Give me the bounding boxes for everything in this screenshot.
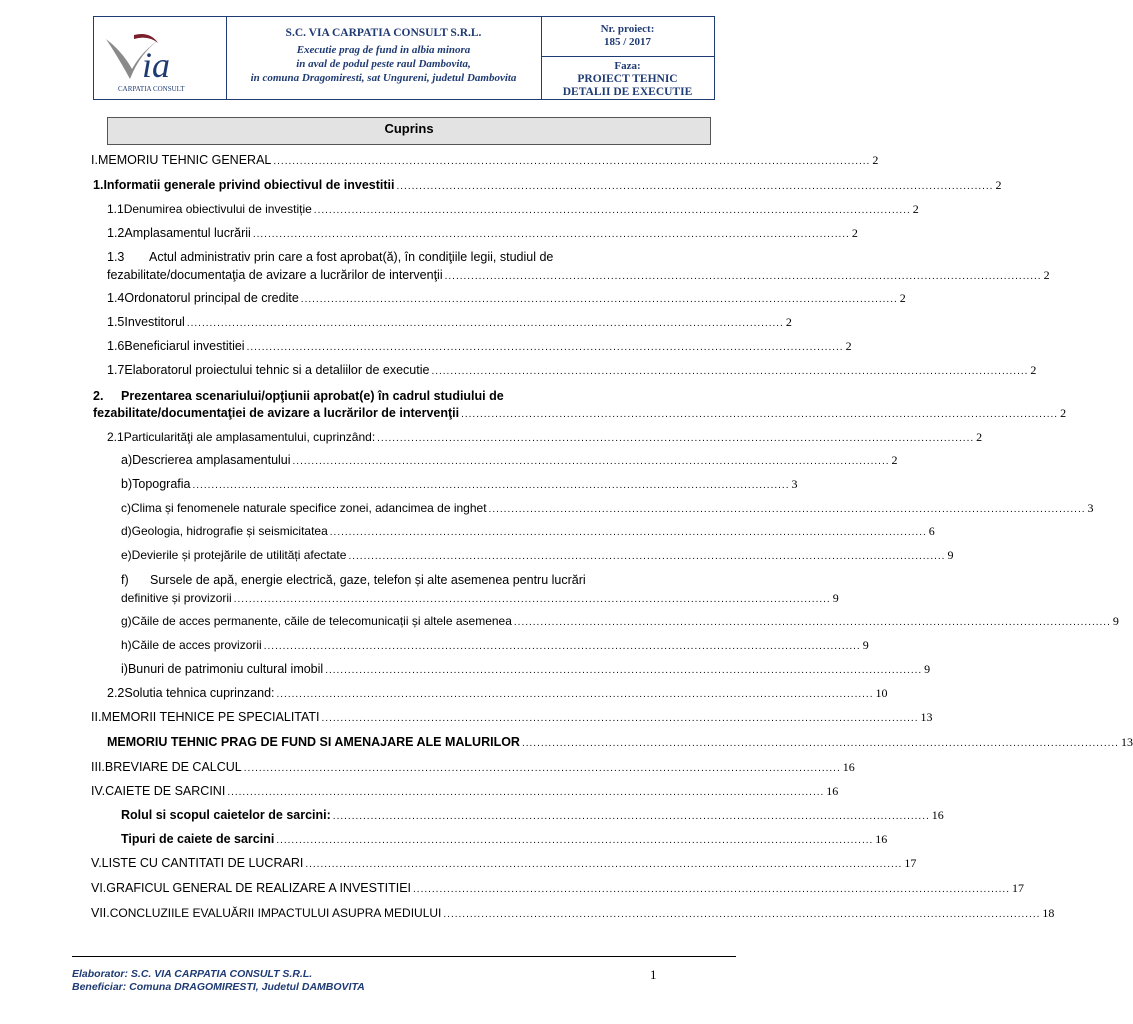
toc-page: 16	[875, 832, 888, 846]
toc-text: Bunuri de patrimoniu cultural imobil	[127, 662, 324, 676]
toc-entry[interactable]: VI. GRAFICUL GENERAL DE REALIZARE A INVESTITIEI .............................................................................................................................................................. 17	[91, 881, 1024, 895]
toc-entry[interactable]: 1.5 Investitorul .............................................................................................................................................................. 2	[107, 315, 792, 329]
toc-number: 1.4	[107, 291, 125, 305]
toc-text-continued: definitive și provizorii	[121, 591, 232, 605]
toc-entry[interactable]: c) Clima și fenomenele naturale specifice zonei, adancimea de inghet .............................................................................................................................................................. 3	[121, 501, 1094, 515]
toc-page: 16	[931, 808, 944, 822]
toc-text: Informatii generale privind obiectivul de investitii	[103, 178, 395, 192]
toc-text: Actul administrativ prin care a fost aprobat(ă), în condiţiile legii, studiul de	[149, 250, 554, 264]
phase-value-2: DETALII DE EXECUTIE	[562, 86, 693, 98]
toc-page: 9	[832, 591, 839, 605]
project-info-block	[541, 17, 714, 99]
toc-page: 6	[928, 524, 935, 538]
toc-number: g)	[121, 614, 132, 628]
toc-text: MEMORII TEHNICE PE SPECIALITATI	[101, 710, 320, 724]
toc-text: Prezentarea scenariului/opţiunii aprobat(e) în cadrul studiului de	[121, 389, 504, 403]
toc-page: 2	[891, 453, 898, 467]
project-line-2: in aval de podul peste raul Dambovita,	[296, 58, 471, 70]
toc-number: b)	[121, 477, 133, 491]
toc-number: II.	[91, 710, 102, 724]
toc-number: V.	[91, 856, 102, 870]
project-number-cell	[541, 17, 714, 57]
toc-number: I.	[91, 153, 98, 167]
toc-number: f)	[121, 573, 129, 587]
toc-entry-line-1[interactable]	[121, 573, 586, 587]
toc-text: Beneficiarul investitiei	[124, 339, 245, 353]
project-title-block	[226, 17, 542, 99]
toc-number: 1.1	[107, 202, 124, 216]
toc-text: Căile de acces permanente, căile de telecomunicații și altele asemenea	[131, 614, 512, 628]
toc-text-continued: fezabilitate/documentaţiei de avizare a lucrărilor de intervenţii	[93, 406, 460, 420]
phase-value-1: PROIECT TEHNIC	[577, 73, 678, 85]
toc-entry[interactable]: 1.7 Elaboratorul proiectului tehnic si a detaliilor de executie .............................................................................................................................................................. 2	[107, 363, 1037, 377]
toc-text-continued: fezabilitate/documentaţia de avizare a lucrărilor de intervenţii	[107, 268, 443, 282]
phase-label: Faza:	[614, 60, 641, 72]
toc-entry[interactable]: I. MEMORIU TEHNIC GENERAL .............................................................................................................................................................. 2	[91, 153, 879, 167]
toc-number: c)	[121, 501, 131, 515]
footer-elaborator: Elaborator: S.C. VIA CARPATIA CONSULT S.R.L.	[72, 968, 313, 980]
toc-entry[interactable]: IV. CAIETE DE SARCINI .............................................................................................................................................................. 16	[91, 784, 839, 798]
toc-text: Căile de acces provizorii	[131, 638, 262, 652]
toc-entry[interactable]: 1.1 Denumirea obiectivului de investiție .............................................................................................................................................................. 2	[107, 202, 919, 216]
toc-number: 2.1	[107, 430, 124, 444]
page-number: 1	[650, 967, 657, 982]
toc-text: Particularităţi ale amplasamentului, cuprinzând:	[123, 430, 376, 444]
toc-page: 3	[791, 477, 798, 491]
toc-page: 2	[872, 153, 879, 167]
toc-text: CAIETE DE SARCINI	[105, 784, 226, 798]
toc-page: 17	[904, 856, 917, 870]
toc-entry[interactable]: Rolul si scopul caietelor de sarcini: .............................................................................................................................................................. 16	[121, 808, 944, 822]
toc-page: 13	[1120, 735, 1133, 749]
toc-text: Geologia, hidrografie și seismicitatea	[131, 524, 328, 538]
toc-number: i)	[121, 662, 128, 676]
toc-text: Sursele de apă, energie electrică, gaze, telefon și alte asemenea pentru lucrări	[150, 573, 586, 587]
toc-number: 1.7	[107, 363, 125, 377]
toc-entry[interactable]: 1. Informatii generale privind obiectivul de investitii .............................................................................................................................................................. 2	[93, 178, 1002, 192]
toc-entry[interactable]: 1.4 Ordonatorul principal de credite .............................................................................................................................................................. 2	[107, 291, 906, 305]
toc-entry[interactable]: 1.6 Beneficiarul investitiei .............................................................................................................................................................. 2	[107, 339, 852, 353]
toc-number: VII.	[91, 906, 110, 920]
toc-text: Denumirea obiectivului de investiție	[123, 202, 312, 216]
toc-text: Ordonatorul principal de credite	[124, 291, 299, 305]
toc-entry[interactable]: II. MEMORII TEHNICE PE SPECIALITATI .............................................................................................................................................................. 13	[91, 710, 933, 724]
toc-page: 9	[862, 638, 869, 652]
toc-text: MEMORIU TEHNIC PRAG DE FUND SI AMENAJARE ALE MALURILOR	[107, 735, 520, 749]
company-name: S.C. VIA CARPATIA CONSULT S.R.L.	[285, 27, 482, 39]
toc-page: 9	[947, 548, 954, 562]
toc-text: BREVIARE DE CALCUL	[104, 760, 242, 774]
toc-number: 1.6	[107, 339, 125, 353]
toc-number: 1.3	[107, 250, 125, 264]
toc-text: Clima și fenomenele naturale specifice zonei, adancimea de inghet	[131, 501, 487, 515]
toc-number: 1.	[93, 178, 104, 192]
toc-number: IV.	[91, 784, 106, 798]
toc-text: Rolul si scopul caietelor de sarcini:	[121, 808, 331, 822]
toc-entry[interactable]: fezabilitate/documentaţiei de avizare a lucrărilor de intervenţii .............................................................................................................................................................. 2	[93, 406, 1067, 420]
toc-page: 2	[845, 339, 852, 353]
toc-title: Cuprins	[107, 117, 711, 145]
document-header	[93, 16, 715, 100]
toc-entry[interactable]: 2.1 Particularităţi ale amplasamentului, cuprinzând: .............................................................................................................................................................. 2	[107, 430, 983, 444]
toc-page: 16	[842, 760, 855, 774]
page-footer	[72, 956, 736, 993]
toc-page: 13	[920, 710, 933, 724]
toc-entry[interactable]: h) Căile de acces provizorii .............................................................................................................................................................. 9	[121, 638, 869, 652]
toc-text: Elaboratorul proiectului tehnic si a detaliilor de executie	[124, 363, 430, 377]
toc-page: 2	[912, 202, 919, 216]
toc-entry[interactable]: VII. CONCLUZIILE EVALUĂRII IMPACTULUI ASUPRA MEDIULUI .............................................................................................................................................................. 18	[91, 906, 1055, 920]
toc-entry-line-1[interactable]	[107, 250, 553, 264]
toc-entry[interactable]: i) Bunuri de patrimoniu cultural imobil .............................................................................................................................................................. 9	[121, 662, 931, 676]
toc-page: 2	[976, 430, 983, 444]
toc-page: 9	[1112, 614, 1119, 628]
project-number-label: Nr. proiect:	[600, 23, 655, 35]
toc-entry[interactable]: V. LISTE CU CANTITATI DE LUCRARI .............................................................................................................................................................. 17	[91, 856, 917, 870]
toc-number: h)	[121, 638, 132, 652]
toc-number: 2.	[93, 389, 104, 403]
toc-page: 17	[1012, 881, 1024, 895]
toc-entry[interactable]: a) Descrierea amplasamentului .............................................................................................................................................................. 2	[121, 453, 898, 467]
toc-entry[interactable]: 1.2 Amplasamentul lucrării .............................................................................................................................................................. 2	[107, 226, 858, 240]
toc-text: MEMORIU TEHNIC GENERAL	[97, 153, 272, 167]
toc-page: 3	[1087, 501, 1094, 515]
toc-page: 2	[899, 291, 906, 305]
toc-number: e)	[121, 548, 132, 562]
toc-text: Investitorul	[124, 315, 185, 329]
toc-text: Descrierea amplasamentului	[132, 453, 291, 467]
toc-page: 18	[1042, 906, 1055, 920]
toc-entry[interactable]: III. BREVIARE DE CALCUL .............................................................................................................................................................. 16	[91, 760, 855, 774]
toc-entry[interactable]: d) Geologia, hidrografie și seismicitatea .............................................................................................................................................................. 6	[121, 524, 935, 538]
toc-number: VI.	[91, 881, 107, 895]
toc-page: 16	[826, 784, 839, 798]
toc-text: GRAFICUL GENERAL DE REALIZARE A INVESTITIEI	[106, 881, 412, 895]
toc-number: 1.2	[107, 226, 125, 240]
project-number-value: 185 / 2017	[603, 36, 652, 48]
company-logo	[94, 17, 227, 99]
logo-word: ia	[142, 45, 171, 85]
toc-entry-line-1[interactable]	[93, 389, 504, 403]
footer-beneficiar: Beneficiar: Comuna DRAGOMIRESTI, Judetul DAMBOVITA	[72, 981, 365, 993]
toc-number: 2.2	[107, 686, 125, 700]
logo-subtitle: CARPATIA CONSULT	[118, 85, 185, 93]
toc-entry[interactable]: definitive și provizorii .............................................................................................................................................................. 9	[121, 591, 839, 605]
toc-entry[interactable]: fezabilitate/documentaţia de avizare a lucrărilor de intervenţii .............................................................................................................................................................. 2	[107, 268, 1050, 282]
toc-number: a)	[121, 453, 133, 467]
toc-number: d)	[121, 524, 132, 538]
toc-number: 1.5	[107, 315, 125, 329]
logo-graphic	[94, 17, 226, 99]
toc-page: 9	[924, 662, 931, 676]
toc-page: 2	[785, 315, 792, 329]
project-line-3: in comuna Dragomiresti, sat Ungureni, judetul Dambovita	[250, 72, 517, 84]
toc-text: Topografia	[132, 477, 191, 491]
phase-cell	[541, 57, 714, 99]
toc-entry[interactable]: Tipuri de caiete de sarcini .............................................................................................................................................................. 16	[121, 832, 888, 846]
toc-page: 2	[1043, 268, 1050, 282]
toc-entry[interactable]: g) Căile de acces permanente, căile de telecomunicații și altele asemenea .............................................................................................................................................................. 9	[121, 614, 1119, 628]
toc-text: Devierile și protejările de utilități afectate	[131, 548, 347, 562]
toc-page: 2	[1030, 363, 1037, 377]
toc-text: Tipuri de caiete de sarcini	[121, 832, 275, 846]
toc-entry[interactable]: 2.2 Solutia tehnica cuprinzand: .............................................................................................................................................................. 10	[107, 686, 888, 700]
toc-text: CONCLUZIILE EVALUĂRII IMPACTULUI ASUPRA MEDIULUI	[109, 906, 442, 920]
toc-entry[interactable]: b) Topografia .............................................................................................................................................................. 3	[121, 477, 798, 491]
toc-page: 2	[1060, 406, 1067, 420]
toc-text: Solutia tehnica cuprinzand:	[124, 686, 275, 700]
toc-page: 2	[995, 178, 1002, 192]
toc-text: Amplasamentul lucrării	[124, 226, 251, 240]
toc-text: LISTE CU CANTITATI DE LUCRARI	[101, 856, 304, 870]
toc-number: III.	[91, 760, 105, 774]
toc-entry[interactable]: MEMORIU TEHNIC PRAG DE FUND SI AMENAJARE ALE MALURILOR .............................................................................................................................................................. 13	[107, 735, 1133, 749]
toc-page: 10	[875, 686, 888, 700]
toc-page: 2	[851, 226, 858, 240]
project-line-1: Executie prag de fund in albia minora	[296, 44, 471, 56]
toc-entry[interactable]: e) Devierile și protejările de utilități afectate .............................................................................................................................................................. 9	[121, 548, 954, 562]
